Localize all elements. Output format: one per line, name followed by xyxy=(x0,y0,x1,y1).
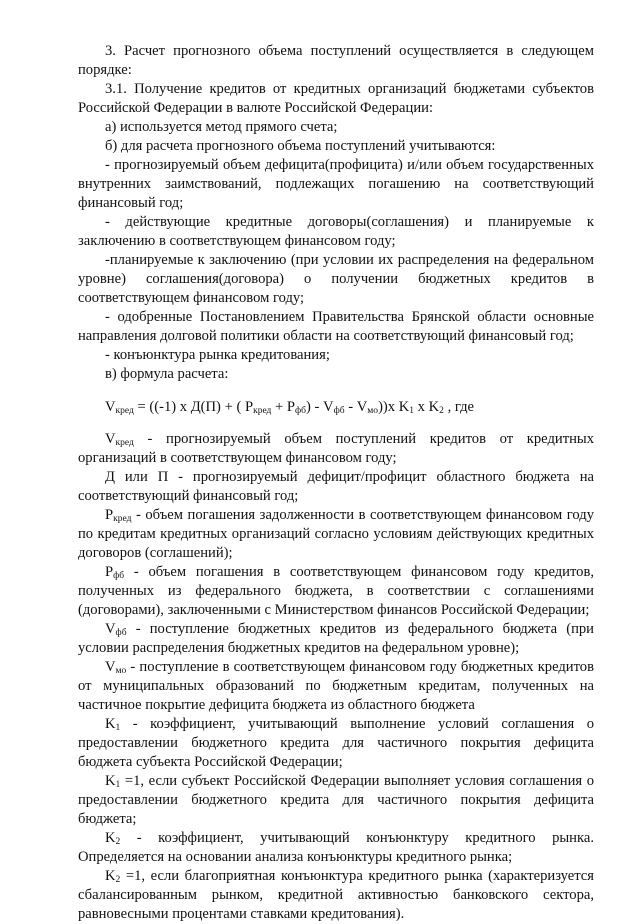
bullet-debt-policy: - одобренные Постановлением Правительства Брянской области основные направления долговой политики области на соответствующий финансовый год; xyxy=(78,309,594,344)
calculation-formula: $V_{кред} = ((-1)$ x Д(П) + ( $P_{кред} + P_{фб}) - V_{фб} - V_{мо}))x$ $K_1$ x $K_2$ , где xyxy=(105,399,475,416)
paragraph-3: 3. Расчет прогнозного объема поступлений осуществляется в следующем порядке: xyxy=(78,43,594,78)
definition-k1: $K_1$ - коэффициент, учитывающий выполнение условий соглашения о предоставлении бюджетного кредита для частичного покрытия дефицита бюджета субъекта Российской Федерации; xyxy=(78,716,594,770)
definition-p-fb: $P_{фб}$ - объем погашения в соответствующем финансовом году кредитов, полученных из федерального бюджета, в соответствии с соглашениями (договорами), заключенными с Министерством финансов Российской Федерации; xyxy=(78,564,594,618)
paragraph-3-1: 3.1. Получение кредитов от кредитных организаций бюджетами субъектов Российской Федерации в валюте Российской Федерации: xyxy=(78,81,594,116)
item-v: в) формула расчета: xyxy=(105,366,229,382)
document-page xyxy=(78,42,594,924)
bullet-deficit: - прогнозируемый объем дефицита(профицита) и/или объем государственных внутренних заимствований, подлежащих погашению на соответствующий финансовый год; xyxy=(78,157,594,211)
bullet-contracts: - действующие кредитные договоры(соглашения) и планируемые к заключению в соответствующем финансовом году; xyxy=(78,214,594,249)
definition-v-fb: $V_{фб}$ - поступление бюджетных кредитов из федерального бюджета (при условии распределения бюджетных кредитов на федеральном уровне); xyxy=(78,621,594,656)
bullet-agreements: -планируемые к заключению (при условии их распределения на федеральном уровне) соглашения(договора) о получении бюджетных кредитов в соответствующем финансовом году; xyxy=(78,252,594,306)
bullet-market: - конъюнктура рынка кредитования; xyxy=(105,347,330,363)
definition-deficit: Д или П - прогнозируемый дефицит/профицит областного бюджета на соответствующий финансовый год; xyxy=(78,469,594,504)
definition-p-kred: $P_{кред}$ - объем погашения задолженности в соответствующем финансовом году по кредитам кредитных организаций согласно условиям действующих кредитных договоров (соглашений); xyxy=(78,507,594,561)
definition-k2: $K_2$ - коэффициент, учитывающий конъюнктуру кредитного рынка. Определяется на основании анализа конъюнктуры кредитного рынка; xyxy=(78,830,594,865)
definition-v-kred: $V_{кред}$ - прогнозируемый объем поступлений кредитов от кредитных организаций в соответствующем финансовом году; xyxy=(78,431,594,466)
item-a: а) используется метод прямого счета; xyxy=(105,119,338,135)
item-b: б) для расчета прогнозного объема поступлений учитываются: xyxy=(105,138,496,154)
definition-v-mo: $V_{мо}$ - поступление в соответствующем финансовом году бюджетных кредитов от муниципальных образований по бюджетным кредитам, полученных на частичное покрытие дефицита бюджета из областного бюджета xyxy=(78,659,594,713)
definition-k1-equals-1: $K_1 =1$, если субъект Российской Федерации выполняет условия соглашения о предоставлении бюджетного кредита для частичного покрытия дефицита бюджета; xyxy=(78,773,594,827)
definition-k2-equals-1: $K_2 =1$, если благоприятная конъюнктура кредитного рынка (характеризуется сбалансированным рынком, кредитной активностью банковского сектора, равновесными процентами ставками кредитования). xyxy=(78,868,594,922)
